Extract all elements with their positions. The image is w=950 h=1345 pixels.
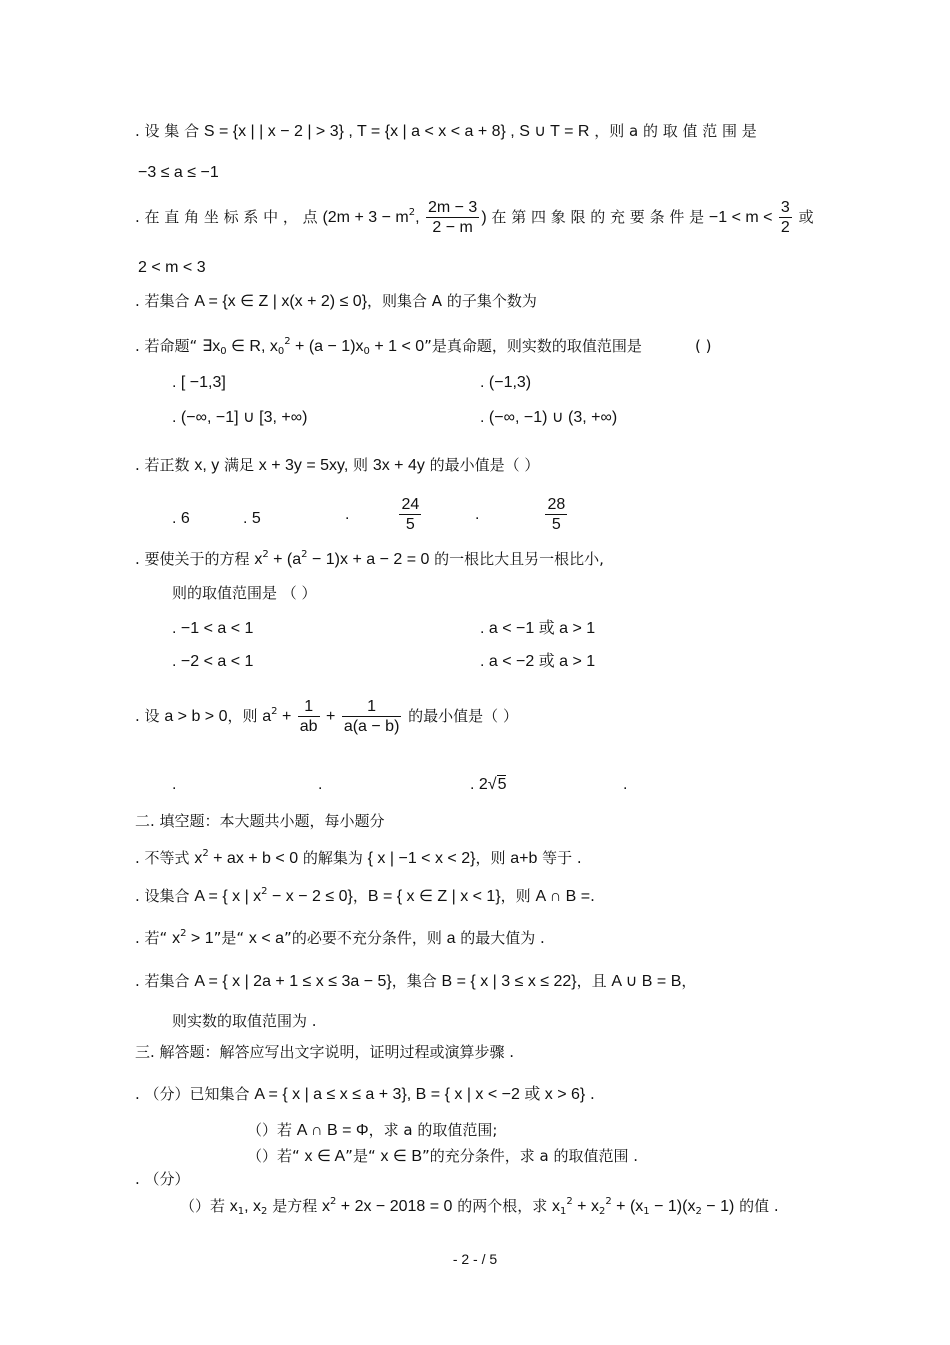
question-4: . 若命题“ $\exists x_0$ ∈ R, $x_0^2 + (a - 1)x_0 + 1 < 0$”是真命题，则实数的取值范围是: [135, 336, 642, 357]
q5-option-d: . $\frac{28}{5}$: [475, 496, 566, 534]
fill-2: . 设集合 A = { x | $x^2 - x - 2 \le 0$}，B = { x ∈ Z | x < 1}，则 A ∩ B =.: [135, 886, 595, 905]
question-1: [135, 122, 757, 142]
q6-option-b: . a < −1 或 a > 1: [480, 620, 596, 637]
q2-text: . 在 直 角 坐 标 系 中 ， 点: [135, 208, 323, 227]
q6-text-2: 则的取值范围是 （ ）: [172, 584, 317, 602]
q5-option-a: . 6: [172, 510, 190, 527]
page-number: - 2 - / 5: [452, 1251, 498, 1267]
q5-option-d-fraction: $\frac{28}{5}$: [547, 496, 566, 534]
q6-option-d: . a < −2 或 a > 1: [480, 653, 596, 670]
q4-option-b: . (−1,3): [480, 374, 532, 391]
q5-option-c: . $\frac{24}{5}$: [345, 496, 420, 534]
q7-option-c: . 2√5: [470, 776, 507, 793]
q7-fraction-2: $\frac{1}{a(a - b)}$: [343, 698, 400, 736]
q4-option-c: . (−∞, −1] ∪ [3, +∞): [172, 409, 308, 426]
solve-1-part-2: （）若“ x ∈ A”是“ x ∈ B”的充分条件，求 a 的取值范围 .: [247, 1147, 639, 1165]
question-3: . 若集合 A = {x ∈ Z | x(x + 2) ≤ 0}，则集合 A 的子集个数为: [135, 292, 537, 310]
q3-formula: A = {x ∈ Z | x(x + 2) ≤ 0}: [194, 293, 368, 310]
q5-option-c-fraction: $\frac{24}{5}$: [401, 496, 420, 534]
fill-4: . 若集合 A = { x | 2a + 1 ≤ x ≤ 3a − 5}，集合 B = { x | 3 ≤ x ≤ 22}，且 A ∪ B = B，: [135, 972, 697, 990]
q5-option-b: . 5: [243, 510, 261, 527]
question-6: . 要使关于的方程 $x^2 + (a^2 - 1)x + a - 2 = 0$ 的一根比大且另一根比小,: [135, 549, 604, 568]
q2-answer: 2 < m < 3: [138, 259, 206, 276]
q4-option-d: . (−∞, −1) ∪ (3, +∞): [480, 409, 618, 426]
solve-2-part-1: （）若 $x_1$, $x_2$ 是方程 $x^2 + 2x - 2018 = 0$ 的两个根，求 $x_1^2 + x_2^2 + (x_1 - 1)(x_2 - 1)$ 的值 .: [180, 1196, 779, 1217]
section-2-heading: 二. 填空题：本大题共小题，每小题分: [135, 812, 385, 830]
section-3-heading: 三. 解答题：解答应写出文字说明，证明过程或演算步骤 .: [135, 1043, 515, 1061]
question-5: . 若正数 x, y 满足 x + 3y = 5xy, 则 3x + 4y 的最小值是（ ）: [135, 456, 540, 474]
q2-fraction-2: $\frac{3}{2}$: [780, 199, 790, 237]
q1-answer: −3 ≤ a ≤ −1: [138, 164, 219, 181]
solve-1-part-1: （）若 A ∩ B = Φ，求 a 的取值范围;: [247, 1121, 498, 1139]
fill-1: . 不等式 $x^2$ + ax + b < 0 的解集为 { x | −1 < x < 2}，则 a+b 等于 .: [135, 848, 582, 867]
question-2: . 在 直 角 坐 标 系 中 ， 点 ($2m + 3 - m^2$, $\frac{2m - 3}{2 - m}$ ) 在 第 四 象 限 的 充 要 条 件 是 −1 < m < $\frac{3}{2}$ 或: [135, 199, 814, 237]
q1-text-2: ，则 a 的 取 值 范 围 是: [589, 122, 757, 140]
q2-text-2: 在 第 四 象 限 的 充 要 条 件 是: [486, 208, 709, 227]
q7-option-b: .: [318, 776, 323, 793]
fill-3: . 若“ $x^2 > 1$”是“ x < a”的必要不充分条件，则 a 的最大值为 .: [135, 928, 545, 947]
q4-option-a: . [ −1,3]: [172, 374, 226, 391]
fill-4-text-2: 则实数的取值范围为 .: [172, 1012, 317, 1030]
q2-fraction-1: $\frac{2m - 3}{2 - m}$: [427, 199, 478, 237]
q6-option-c: . −2 < a < 1: [172, 653, 254, 670]
q7-option-d: .: [623, 776, 628, 793]
solve-2: . （分）: [135, 1170, 190, 1188]
q7-option-a: .: [172, 776, 177, 793]
question-7: . 设 a > b > 0，则 $a^2$ + $\frac{1}{ab}$ + $\frac{1}{a(a - b)}$ 的最小值是（ ）: [135, 698, 518, 736]
q2-formula: (2m + 3 − m: [322, 209, 409, 227]
q6-option-a: . −1 < a < 1: [172, 620, 254, 637]
q2-condition: −1 < m <: [708, 209, 777, 227]
q1-formula: S = {x | | x − 2 | > 3} , T = {x | a < x < a + 8} , S ∪ T = R: [203, 123, 590, 140]
q4-answer-paren: ( ): [695, 337, 712, 355]
q1-text: . 设 集 合: [135, 122, 204, 140]
solve-1: . （分）已知集合 A = { x | a ≤ x ≤ a + 3}, B = { x | x < −2 或 x > 6} .: [135, 1085, 595, 1103]
q7-fraction-1: $\frac{1}{ab}$: [299, 698, 318, 736]
